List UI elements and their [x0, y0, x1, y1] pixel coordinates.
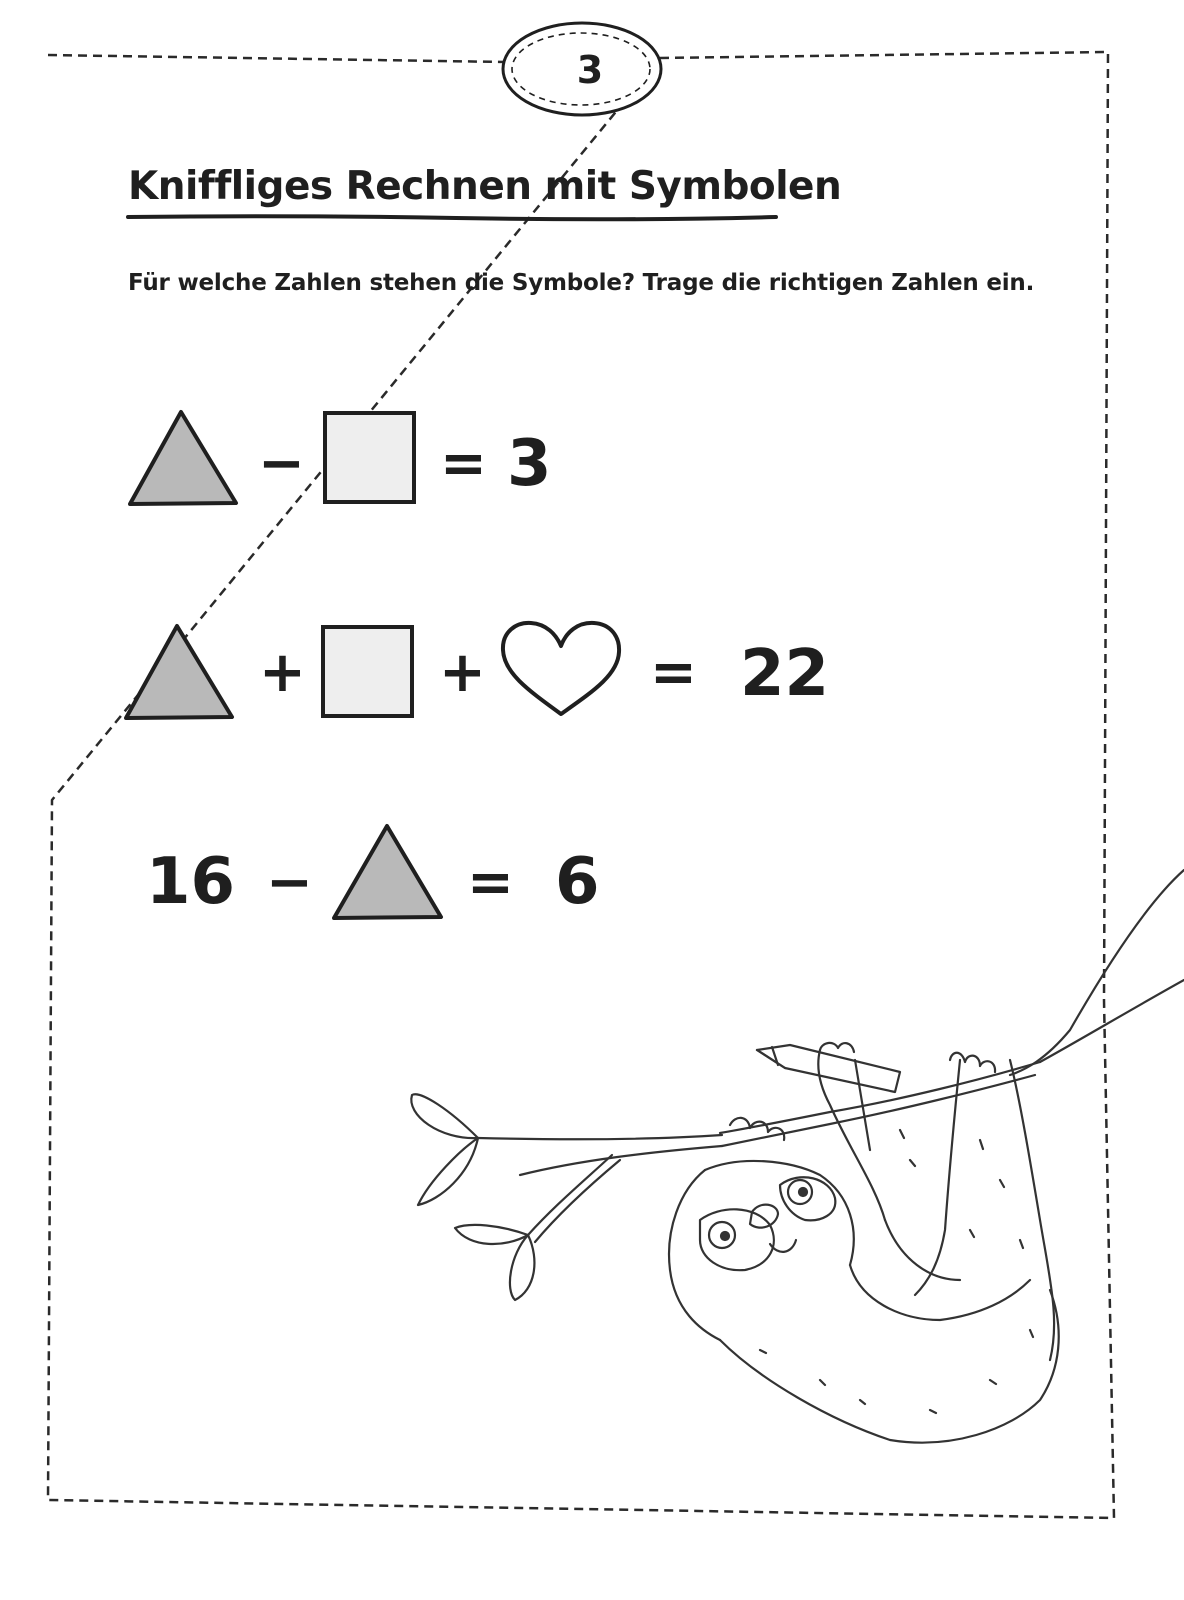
plus-sign: + — [439, 640, 486, 705]
plus-sign: + — [259, 640, 306, 705]
minus-sign: − — [258, 431, 305, 496]
sloth-illustration — [405, 860, 1184, 1460]
square-icon — [320, 624, 416, 720]
equation-result: 3 — [507, 427, 552, 501]
page-number: 3 — [576, 48, 604, 92]
triangle-icon — [126, 408, 242, 508]
equals-sign: = — [650, 640, 697, 705]
equation-start-number: 16 — [146, 845, 236, 919]
square-icon — [322, 410, 418, 506]
heart-icon — [498, 618, 624, 720]
equals-sign: = — [467, 850, 514, 915]
equation-result: 6 — [555, 845, 600, 919]
triangle-icon — [122, 622, 238, 722]
instruction-text: Für welche Zahlen stehen die Symbole? Trage die richtigen Zahlen ein. — [128, 270, 1035, 296]
page-title: Kniffliges Rechnen mit Symbolen — [128, 164, 842, 209]
equals-sign: = — [440, 431, 487, 496]
equation-result: 22 — [740, 637, 830, 711]
title-underline — [126, 213, 778, 223]
minus-sign: − — [266, 850, 313, 915]
